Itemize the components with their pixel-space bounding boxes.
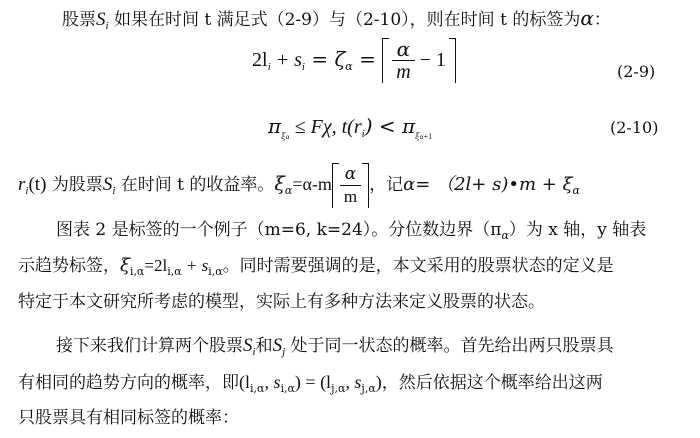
para2-sub-i2: i [112, 185, 116, 197]
para4-sub-i: i [252, 346, 256, 358]
para2-xi: ξ [274, 173, 285, 195]
eq210-pi: π [268, 114, 282, 138]
para3-l2b: 。同时需要强调的是，本文采用的股票状态的定义是 [222, 256, 614, 276]
para4-S-j: S [272, 335, 283, 356]
eq29-ceiling-bracket [382, 38, 456, 83]
para2-r: r [18, 174, 26, 195]
eq210-pi-sub2: ξα [415, 132, 424, 141]
para4-line1 [56, 334, 614, 364]
para2-xi-sub2: α [572, 184, 580, 197]
para2-ceiling [332, 163, 369, 208]
para3-pi-sub: α [501, 229, 509, 242]
para2-sub-i: i [25, 185, 29, 197]
eq29-frac-num: α [392, 38, 414, 61]
para4-S-i: S [243, 335, 253, 356]
eq29-zeta-sub: α [345, 60, 353, 73]
para3-l1b: ）为 x 轴，y 轴表 [508, 220, 647, 240]
para3-xi: ξ [120, 255, 130, 276]
para2-frac-den: m [343, 187, 358, 206]
para2-t: (t) [28, 174, 47, 195]
para4-eq-open: (l [239, 372, 250, 392]
para4-sub4: j,α [361, 382, 376, 395]
para1-line [62, 6, 611, 38]
para2-frac-num: α [340, 163, 361, 186]
eq210-pi-sub: ξα [281, 132, 290, 141]
para3-plus-s: + s [181, 256, 209, 275]
para2-note-label: 记 [386, 175, 404, 195]
para3-line3 [18, 290, 545, 314]
equation-2-9 [252, 38, 456, 83]
para4-close: ) [375, 372, 382, 392]
eq29-fraction [392, 38, 414, 83]
para4-sub3: j,α [331, 382, 346, 395]
para2-xi-sub: α [284, 184, 293, 197]
para1-text: 如果在时间 t 满足式（2-9）与（2-10），则在时间 t 的标签为 [113, 10, 581, 30]
para3-l2a: 示趋势标签， [18, 256, 120, 276]
eq29-minus-one: − 1 [414, 49, 446, 71]
subscript-i: i [105, 20, 109, 32]
colon: ： [593, 10, 611, 30]
para3-l1: 图表 2 是标签的一个例子（m=6, k=24）。分位数边界（π [56, 220, 502, 240]
alpha-symbol: α [580, 6, 594, 30]
para4-l1b: 处于同一状态的概率。首先给出两只股票具 [290, 336, 614, 356]
para3-eq: =2l [144, 256, 168, 275]
eq29-sub-i1: i [267, 61, 271, 73]
para2-text2: 在时间 t 的收益率。 [120, 175, 275, 195]
eq210-sub-i: i [361, 128, 365, 140]
para4-s1: , s [264, 372, 281, 392]
para4-sub-j: j [282, 346, 286, 358]
eq29-sub-i2: i [301, 61, 305, 73]
eq29-frac-den: m [396, 61, 411, 83]
para4-l1a: 接下来我们计算两个股票 [56, 336, 243, 356]
eq29-eq2: = [352, 47, 383, 71]
para2-line [18, 163, 580, 208]
para3-l-sub: i,α [167, 265, 182, 278]
para2-alpha-eq: α= （2l+ s)•m + ξ [403, 174, 573, 195]
para4-eq-mid: ) = (l [294, 372, 332, 392]
para3-s-sub: i,α [208, 265, 223, 278]
equation-2-10 [268, 114, 432, 141]
para4-line2 [18, 370, 603, 401]
para2-S: S [102, 174, 113, 195]
para2-comma: ， [369, 175, 387, 195]
para4-sub1: i,α [250, 382, 265, 395]
eq210-plus1: +1 [423, 132, 433, 141]
eq210-lt: ) < π [364, 114, 416, 138]
para2-text1: 为股票 [51, 175, 103, 195]
eq29-plus-s: + s [270, 49, 302, 71]
para4-line3 [18, 406, 239, 430]
para1-prefix: 股票 [62, 10, 96, 30]
para3-line2 [18, 254, 614, 284]
eq29-label: (2-9) [617, 62, 656, 81]
para4-sub2: i,α [280, 382, 295, 395]
para4-l3: 只股票具有相同标签的概率： [18, 408, 239, 428]
eq29-lhs: 2l [252, 49, 268, 71]
para4-l2b: ，然后依据这个概率给出这两 [381, 373, 603, 393]
para4-and: 和 [255, 336, 273, 356]
eq210-le: ≤ Fχ, t(r [289, 116, 362, 138]
para2-fraction [340, 163, 361, 208]
para2-xi-def: =α-m [292, 174, 332, 194]
para4-l2a: 有相同的趋势方向的概率，即 [18, 373, 239, 393]
eq29-zeta: = ζ [304, 47, 346, 71]
para3-l3: 特定于本文研究所考虑的模型，实际上有多种方法来定义股票的状态。 [18, 292, 545, 312]
eq210-label: (2-10) [610, 118, 659, 137]
para4-s2: , s [345, 372, 362, 392]
para3-xi-sub: i,α [129, 265, 145, 278]
para3-line1 [56, 218, 646, 248]
symbol-S: S [96, 9, 106, 30]
